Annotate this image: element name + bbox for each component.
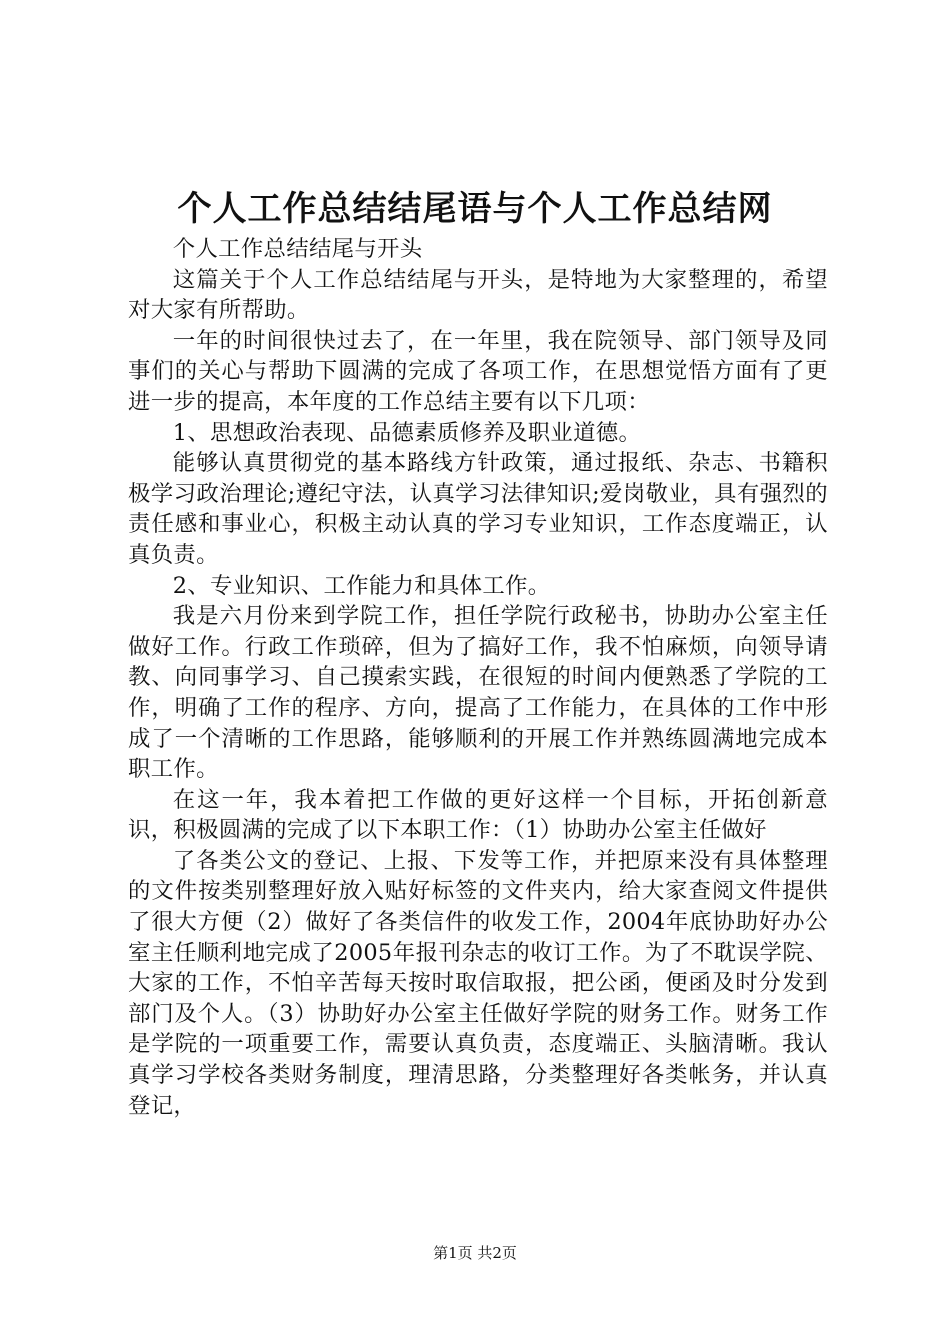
paragraph-subtitle: 个人工作总结结尾与开头 [172,236,423,262]
paragraph-overview: 一年的时间很快过去了，在一年里，我在院领导、部门领导及同事们的关心与帮助下圆满的完成了各项工作，在思想觉悟方面有了更进一步的提高，本年度的工作总结主要有以下几项： [128,327,828,415]
paragraph-duties: 了各类公文的登记、上报、下发等工作，并把原来没有具体整理的文件按类别整理好放入贴好标签的文件夹内，给大家查阅文件提供了很大方便（2）做好了各类信件的收发工作，2004年底协助好办公室主任顺利地完成了2005年报刊杂志的收订工作。为了不耽误学院、大家的工作，不怕辛苦每天按时取信取报，把公函，便函及时分发到部门及个人。（3）协助好办公室主任做好学院的财务工作。财务工作是学院的一项重要工作，需要认真负责，态度端正、头脑清晰。我认真学习学校各类财务制度，理清思路，分类整理好各类帐务，并认真登记， [128,847,828,1119]
paragraph-work-ability: 我是六月份来到学院工作，担任学院行政秘书，协助办公室主任做好工作。行政工作琐碎，但为了搞好工作，我不怕麻烦，向领导请教、向同事学习、自己摸索实践，在很短的时间内便熟悉了学院的工作，明确了工作的程序、方向，提高了工作能力，在具体的工作中形成了一个清晰的工作思路，能够顺利的开展工作并熟练圆满地完成本职工作。 [128,603,828,783]
section-heading-1: 1、思想政治表现、品德素质修养及职业道德。 [172,419,642,446]
document-title: 个人工作总结结尾语与个人工作总结网 [177,189,773,229]
section-heading-2: 2、专业知识、工作能力和具体工作。 [172,572,551,599]
document-body [128,234,828,1121]
paragraph-intro: 这篇关于个人工作总结结尾与开头，是特地为大家整理的，希望对大家有所帮助。 [128,266,828,324]
paragraph-political: 能够认真贯彻党的基本路线方针政策，通过报纸、杂志、书籍积极学习政治理论;遵纪守法，认真学习法律知识;爱岗敬业，具有强烈的责任感和事业心，积极主动认真的学习专业知识，工作态度端正，认真负责。 [128,450,828,568]
page-number: 第1页 共2页 [433,1244,517,1262]
paragraph-goals: 在这一年，我本着把工作做的更好这样一个目标，开拓创新意识，积极圆满的完成了以下本职工作：（1）协助办公室主任做好 [128,786,828,844]
